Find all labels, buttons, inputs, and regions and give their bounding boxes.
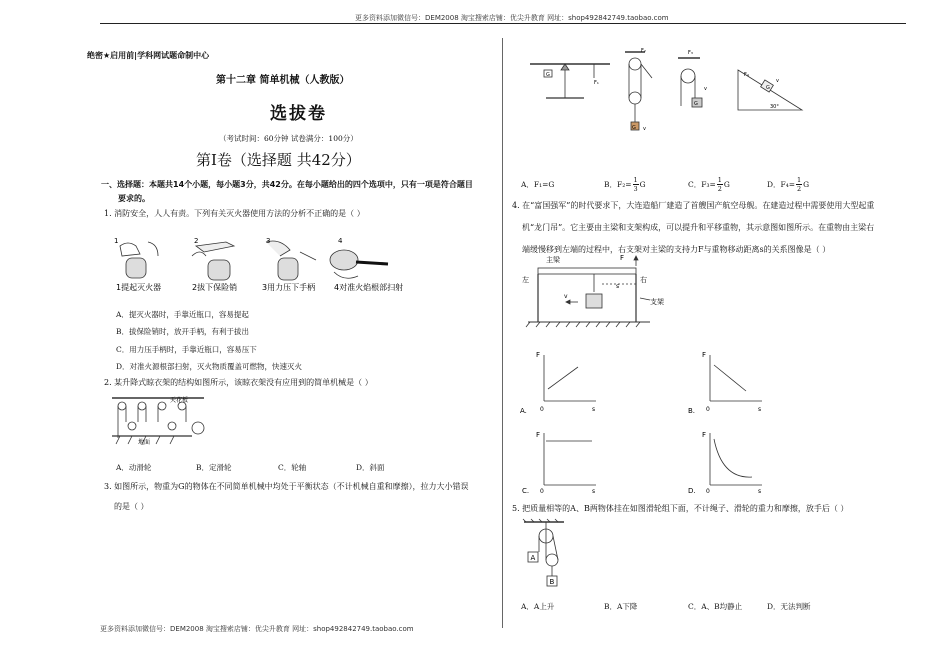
graph-b-xlabel: s	[758, 406, 762, 413]
q5-option-b: B．A下降	[604, 602, 638, 611]
q3-option-b	[604, 176, 646, 193]
secret-mark: 绝密★启用前|学科网试题命制中心	[87, 51, 210, 60]
q2-option-b: B．定滑轮	[196, 463, 232, 472]
load-box-icon	[586, 294, 602, 308]
fig-label-ceiling: 天花板	[170, 397, 189, 404]
q2-option-a: A．动滑轮	[116, 463, 152, 472]
column-divider	[502, 38, 503, 628]
q3-option-b-num: 1	[633, 176, 638, 184]
q3-f2: F₂	[641, 48, 646, 54]
graph-c-ylabel: F	[536, 431, 541, 439]
q3-g-wheel: G	[694, 101, 698, 107]
q4-f-label: F	[620, 254, 625, 262]
q4-figure	[520, 250, 680, 330]
q3-option-d	[767, 176, 809, 193]
page-title: 选拔卷	[270, 104, 327, 124]
chapter-title: 第十二章 简单机械（人教版）	[216, 75, 350, 86]
header-rule	[100, 23, 906, 24]
q4-main-beam: 主梁	[546, 256, 560, 264]
q4-stem-line1: 4. 在“富国强军”的时代要求下，大连造船厂建造了首艘国产航空母舰。在建造过程中需要使用大型起重	[512, 201, 875, 210]
person-icon	[330, 250, 358, 270]
pulley-icon	[629, 92, 641, 104]
section-heading	[101, 178, 473, 206]
q3-option-c-fraction	[717, 176, 723, 193]
q3-option-b-den: 3	[633, 185, 638, 193]
graph-c-letter: C.	[522, 487, 530, 495]
crank-wheel-icon	[192, 422, 204, 434]
q2-figure	[112, 392, 212, 450]
fig-caption-4: 4对准火焰根部扫射	[334, 283, 404, 292]
graph-b-line	[714, 365, 746, 391]
fig-caption-2: 2拔下保险销	[192, 283, 238, 292]
graph-a-xlabel: s	[592, 406, 596, 413]
exam-info: （考试时间：60分钟 试卷满分：100分）	[219, 134, 358, 143]
q3-option-b-suffix: G	[639, 180, 646, 189]
q3-v-pulley: v	[643, 126, 646, 132]
q3-option-d-suffix: G	[803, 180, 810, 189]
q1-stem: 1. 消防安全，人人有责。下列有关灭火器使用方法的分析不正确的是（ ）	[104, 209, 365, 218]
header-text: 更多资料添加微信号：DEM2008 淘宝搜索店铺：优尖升教育 网址：shop492842749.taobao.com	[355, 14, 669, 22]
hose-icon	[356, 262, 388, 264]
q3-stem-line1: 3. 如图所示，物重为G的物体在不同简单机械中均处于平衡状态（不计机械自重和摩擦），拉力大小错误	[104, 482, 469, 491]
q3-option-d-prefix: D．F₄=	[767, 180, 796, 189]
q3-option-c	[688, 176, 730, 193]
section-heading-line2: 要求的。	[118, 194, 150, 203]
graph-b-origin: 0	[706, 406, 710, 413]
q3-v-incline: v	[776, 78, 779, 84]
main-beam-icon	[538, 268, 636, 274]
q4-stem-line3: 端缓慢移到左端的过程中，右支架对主梁的支持力F与重物移动距离s的关系图像是（ ）	[522, 245, 831, 254]
q4-option-graphs	[520, 345, 810, 495]
extinguisher-icon	[208, 260, 230, 280]
q3-g-incline: G	[766, 85, 770, 91]
pulley-icon	[546, 554, 558, 566]
pulley-icon	[128, 422, 136, 430]
q5-label-a: A	[530, 554, 536, 562]
q3-option-d-fraction	[796, 176, 802, 193]
graph-a-line	[548, 367, 578, 389]
q5-option-a: A．A上升	[521, 602, 555, 611]
q3-option-c-den: 2	[717, 185, 722, 193]
q4-v-label: v	[564, 293, 568, 300]
q1-option-a: A．提灭火器时，手靠近瓶口，容易提起	[116, 310, 249, 319]
q3-g-pulley: G	[632, 125, 636, 131]
pulley-icon	[138, 402, 146, 410]
q3-v-wheel: v	[704, 86, 707, 92]
footer-text: 更多资料添加微信号：DEM2008 淘宝搜索店铺：优尖升教育 网址：shop492842749.taobao.com	[100, 625, 414, 633]
pulley-icon	[158, 402, 166, 410]
graph-b-ylabel: F	[702, 351, 707, 359]
q3-option-a: A．F₁=G	[521, 180, 555, 189]
q4-s-label: s	[616, 283, 620, 290]
graph-c-xlabel: s	[592, 488, 596, 495]
q5-stem: 5. 把质量相等的A、B两物体挂在如图滑轮组下面，不计绳子、滑轮的重力和摩擦，放手后（ ）	[512, 504, 849, 513]
graph-b-letter: B.	[688, 407, 696, 415]
hand-icon	[120, 243, 140, 256]
graph-a-ylabel: F	[536, 351, 541, 359]
q3-stem-line2: 的是（ ）	[114, 502, 149, 511]
graph-c-origin: 0	[540, 488, 544, 495]
pulley-icon	[168, 422, 176, 430]
q3-option-b-prefix: B．F₂=	[604, 180, 632, 189]
q1-figure	[108, 232, 404, 294]
graph-a-origin: 0	[540, 406, 544, 413]
fig-num-1: 1	[114, 237, 119, 245]
q3-option-b-fraction	[633, 176, 639, 193]
pulley-icon	[118, 402, 126, 410]
fig-caption-3: 3用力压下手柄	[262, 283, 316, 292]
q2-option-d: D．斜面	[356, 463, 385, 472]
part-title: 第Ⅰ卷（选择题 共42分）	[196, 151, 361, 169]
fig-label-floor: 地面	[138, 439, 151, 446]
q3-f3: F₃	[688, 50, 693, 56]
q3-f4: F₄	[744, 72, 749, 78]
q1-option-d: D．对准火源根部扫射，灭火物质覆盖可燃物，快速灭火	[116, 362, 303, 371]
q3-stem	[104, 480, 469, 514]
fig-caption-1: 1提起灭火器	[116, 283, 162, 292]
fig-num-4: 4	[338, 237, 343, 245]
q3-g-lever: G	[546, 72, 550, 78]
pulley-icon	[681, 69, 695, 83]
q1-option-b: B．拔保险销时，放开手柄，有利于拔出	[116, 327, 250, 336]
q4-left-label: 左	[522, 276, 529, 284]
pulley-icon	[629, 58, 641, 70]
q2-stem: 2. 某升降式晾衣架的结构如图所示，该晾衣架没有应用到的简单机械是（ ）	[104, 378, 373, 387]
q3-option-d-den: 2	[797, 185, 802, 193]
q3-option-c-suffix: G	[723, 180, 730, 189]
graph-d-xlabel: s	[758, 488, 762, 495]
q5-option-c: C．A、B均静止	[688, 602, 743, 611]
q2-option-c: C．轮轴	[278, 463, 307, 472]
graph-d-letter: D.	[688, 487, 696, 495]
section-heading-line1: 一、选择题：本题共14个小题，每小题3分，共42分。在每小题给出的四个选项中，只有一项是符合题目	[101, 180, 473, 189]
q1-option-c: C．用力压手柄时，手靠近瓶口，容易压下	[116, 345, 257, 354]
q3-figure	[520, 48, 820, 140]
fig-num-2: 2	[194, 237, 199, 245]
extinguisher-icon	[278, 258, 298, 280]
fig-num-3: 3	[266, 237, 271, 245]
q4-right-label: 右	[640, 276, 647, 284]
q4-support-label: 支架	[650, 298, 664, 306]
q5-option-d: D．无法判断	[767, 602, 811, 611]
extinguisher-icon	[126, 258, 146, 278]
q5-label-b: B	[549, 578, 555, 586]
graph-d-origin: 0	[706, 488, 710, 495]
graph-d-line	[714, 439, 752, 477]
graph-d-ylabel: F	[702, 431, 707, 439]
q3-angle: 30°	[770, 104, 779, 110]
q4-stem-line2: 机“龙门吊”。它主要由主梁和支架构成，可以提升和平移重物，其示意图如图所示。在重物由主梁右	[522, 223, 875, 232]
q3-option-c-prefix: C．F₃=	[688, 180, 716, 189]
q3-option-d-num: 1	[797, 176, 802, 184]
q5-figure	[520, 518, 570, 590]
q3-f1: F₁	[594, 80, 599, 86]
q3-option-c-num: 1	[717, 176, 722, 184]
graph-a-letter: A.	[520, 407, 527, 415]
